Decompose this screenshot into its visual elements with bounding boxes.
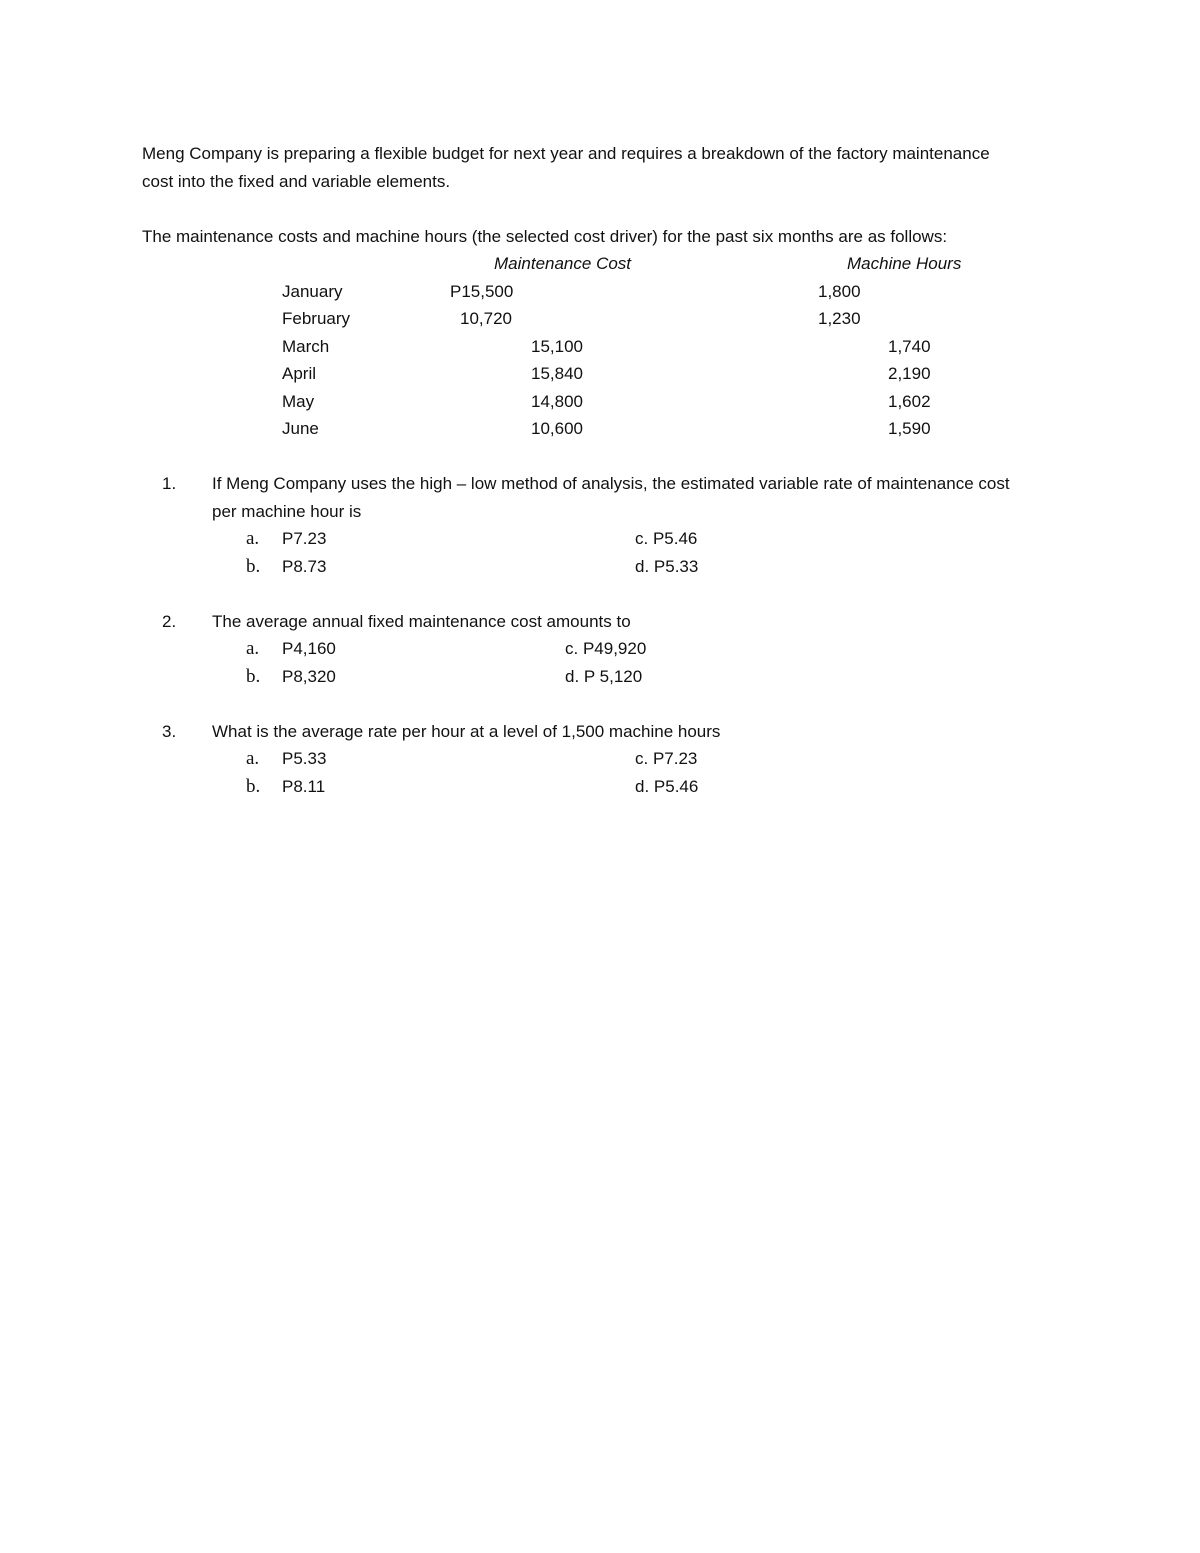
month-cell: March — [282, 337, 330, 356]
option-a-letter: a. — [246, 528, 260, 549]
cost-cell: 14,800 — [531, 392, 583, 411]
question-text: If Meng Company uses the high – low method of analysis, the estimated variable rate of maintenance cost — [212, 474, 1010, 493]
hours-cell: 1,590 — [888, 419, 931, 438]
hours-cell: 2,190 — [888, 364, 931, 383]
question-text: per machine hour is — [212, 502, 362, 521]
month-cell: April — [282, 364, 317, 383]
table-intro: The maintenance costs and machine hours (the selected cost driver) for the past six months are as follows: — [142, 227, 948, 246]
option-d: d. P 5,120 — [565, 667, 643, 686]
option-c: c. P5.46 — [635, 529, 698, 548]
question-text: The average annual fixed maintenance cost amounts to — [212, 612, 631, 631]
month-cell: May — [282, 392, 315, 411]
header-maintenance-cost: Maintenance Cost — [494, 254, 632, 273]
cost-cell: P15,500 — [450, 282, 514, 301]
hours-cell: 1,230 — [818, 309, 861, 328]
intro-line-1: Meng Company is preparing a flexible budget for next year and requires a breakdown of the factory maintenance — [142, 144, 990, 163]
option-b-letter: b. — [246, 666, 261, 687]
month-cell: February — [282, 309, 351, 328]
option-b: P8.73 — [282, 557, 327, 576]
hours-cell: 1,602 — [888, 392, 931, 411]
header-machine-hours: Machine Hours — [847, 254, 962, 273]
question-number: 2. — [162, 612, 177, 631]
option-a: P5.33 — [282, 749, 327, 768]
option-c: c. P49,920 — [565, 639, 647, 658]
option-d: d. P5.46 — [635, 777, 699, 796]
month-cell: June — [282, 419, 319, 438]
intro-line-2: cost into the fixed and variable elements. — [142, 172, 451, 191]
option-a: P7.23 — [282, 529, 327, 548]
month-cell: January — [282, 282, 343, 301]
option-b: P8,320 — [282, 667, 336, 686]
question-number: 1. — [162, 474, 177, 493]
option-a-letter: a. — [246, 748, 260, 769]
option-b-letter: b. — [246, 776, 261, 797]
question-number: 3. — [162, 722, 177, 741]
option-a: P4,160 — [282, 639, 336, 658]
cost-cell: 10,600 — [531, 419, 583, 438]
option-c: c. P7.23 — [635, 749, 698, 768]
hours-cell: 1,800 — [818, 282, 861, 301]
question-text: What is the average rate per hour at a level of 1,500 machine hours — [212, 722, 721, 741]
option-d: d. P5.33 — [635, 557, 699, 576]
cost-cell: 15,100 — [531, 337, 583, 356]
cost-cell: 10,720 — [460, 309, 512, 328]
hours-cell: 1,740 — [888, 337, 931, 356]
option-b-letter: b. — [246, 556, 261, 577]
option-b: P8.11 — [282, 777, 326, 796]
cost-cell: 15,840 — [531, 364, 583, 383]
option-a-letter: a. — [246, 638, 260, 659]
